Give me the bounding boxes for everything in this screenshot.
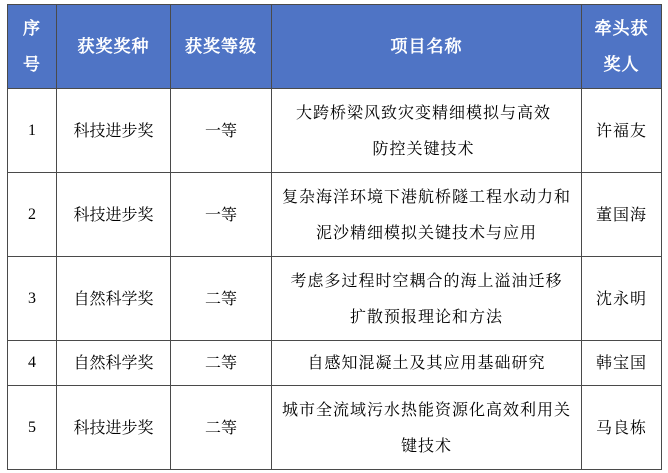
cell-seq: 1: [8, 89, 57, 173]
awards-table: [7, 4, 662, 470]
cell-project: 考虑多过程时空耦合的海上溢油迁移扩散预报理论和方法: [272, 257, 582, 341]
cell-category: 科技进步奖: [57, 386, 171, 470]
cell-seq: 4: [8, 341, 57, 386]
table-row: [8, 257, 662, 341]
cell-project: 复杂海洋环境下港航桥隧工程水动力和泥沙精细模拟关键技术与应用: [272, 173, 582, 257]
header-project: 项目名称: [272, 5, 582, 89]
table-body: [8, 89, 662, 470]
header-category: 获奖奖种: [57, 5, 171, 89]
header-leader: 牵头获奖人: [582, 5, 662, 89]
table-row: [8, 386, 662, 470]
cell-leader: 许福友: [582, 89, 662, 173]
cell-leader: 沈永明: [582, 257, 662, 341]
header-row: [8, 5, 662, 89]
cell-project: 城市全流域污水热能资源化高效利用关键技术: [272, 386, 582, 470]
cell-level: 一等: [171, 89, 272, 173]
cell-seq: 3: [8, 257, 57, 341]
cell-category: 科技进步奖: [57, 173, 171, 257]
cell-leader: 韩宝国: [582, 341, 662, 386]
cell-category: 科技进步奖: [57, 89, 171, 173]
table-row: [8, 89, 662, 173]
table-row: [8, 173, 662, 257]
cell-project: 自感知混凝土及其应用基础研究: [272, 341, 582, 386]
header-level: 获奖等级: [171, 5, 272, 89]
cell-level: 二等: [171, 257, 272, 341]
cell-category: 自然科学奖: [57, 341, 171, 386]
cell-level: 二等: [171, 341, 272, 386]
cell-level: 一等: [171, 173, 272, 257]
table-row: [8, 341, 662, 386]
cell-seq: 2: [8, 173, 57, 257]
header-seq: 序号: [8, 5, 57, 89]
cell-project: 大跨桥梁风致灾变精细模拟与高效防控关键技术: [272, 89, 582, 173]
cell-leader: 董国海: [582, 173, 662, 257]
cell-leader: 马良栋: [582, 386, 662, 470]
cell-level: 二等: [171, 386, 272, 470]
table-header: [8, 5, 662, 89]
cell-category: 自然科学奖: [57, 257, 171, 341]
cell-seq: 5: [8, 386, 57, 470]
